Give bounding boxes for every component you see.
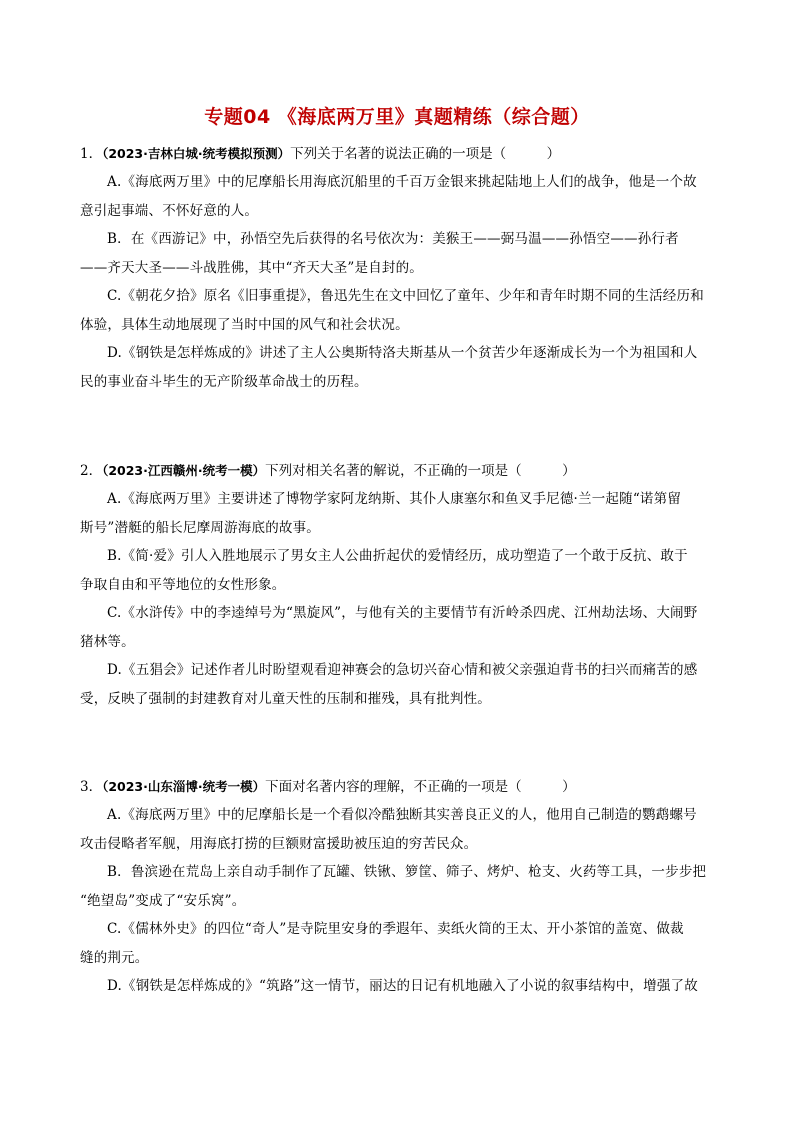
option-line: C.《朝花夕拾》原名《旧事重提》，鲁迅先生在文中回忆了童年、少年和青年时期不同的生活经历和 [107,288,704,304]
question-stem: 下列关于名著的说法正确的一项是（ ） [290,146,561,162]
question-1 [80,140,720,396]
option-line: 受，反映了强制的封建教育对儿童天性的压制和摧残，具有批判性。 [80,690,491,707]
question-number: 1． [80,146,103,162]
option-d [80,972,720,1001]
option-d [80,656,720,713]
question-header [80,773,720,801]
option-line: 意引起事端、不怀好意的人。 [80,202,259,219]
question-stem: 下面对名著内容的理解，不正确的一项是（ ） [265,779,576,795]
option-line: 斯号”潜艇的船长尼摩周游海底的故事。 [80,519,321,536]
question-stem: 下列对相关名著的解说，不正确的一项是（ ） [265,463,576,479]
option-line: 体验，具体生动地展现了当时中国的风气和社会状况。 [80,316,409,333]
option-line: D.《钢铁是怎样炼成的》讲述了主人公奥斯特洛夫斯基从一个贫苦少年逐渐成长为一个为祖国和人 [107,345,698,361]
option-line: B.《简·爱》引人入胜地展示了男女主人公曲折起伏的爱情经历，成功塑造了一个敢于反抗、敢于 [107,548,688,564]
option-c [80,599,720,656]
option-line: A.《海底两万里》中的尼摩船长用海底沉船里的千百万金银来挑起陆地上人们的战争，他是一个故 [107,174,697,190]
option-line: C.《儒林外史》的四位“奇人”是寺院里安身的季遐年、卖纸火筒的王太、开小茶馆的盖宽、做裁 [107,921,684,937]
option-line: 缝的荆元。 [80,949,149,966]
question-source: （2023·吉林白城·统考模拟预测） [102,146,291,161]
question-3 [80,773,720,1001]
option-line: “绝望岛”变成了“安乐窝”。 [80,892,246,909]
option-a [80,168,720,225]
option-b [80,858,720,915]
option-line: 猪林等。 [80,633,135,650]
page-title: 专题04 《海底两万里》真题精练（综合题） [204,106,590,128]
option-line: 攻击侵略者军舰，用海底打捞的巨额财富援助被压迫的穷苦民众。 [80,835,478,852]
question-header [80,140,720,168]
option-c [80,282,720,339]
question-number: 3． [80,779,103,795]
option-b [80,542,720,599]
option-line: B．鲁滨逊在荒岛上亲自动手制作了瓦罐、铁锹、箩筐、筛子、烤炉、枪支、火药等工具，一步步把 [107,864,707,880]
option-line: C.《水浒传》中的李逵绰号为“黑旋风”，与他有关的主要情节有沂岭杀四虎、江州劫法场、大闹野 [107,605,698,621]
option-b [80,225,720,282]
question-source: （2023·江西赣州·统考一模） [102,463,266,478]
question-number: 2． [80,463,103,479]
question-2 [80,457,720,713]
option-d [80,339,720,396]
option-line: B．在《西游记》中，孙悟空先后获得的名号依次为：美猴王——弼马温——孙悟空——孙行者 [107,231,679,247]
option-line: D.《五猖会》记述作者儿时盼望观看迎神赛会的急切兴奋心情和被父亲强迫背书的扫兴而痛苦的感 [107,662,698,678]
option-line: 民的事业奋斗毕生的无产阶级革命战士的历程。 [80,373,368,390]
option-line: A.《海底两万里》主要讲述了博物学家阿龙纳斯、其仆人康塞尔和鱼叉手尼德·兰一起随“诺第留 [107,491,682,507]
option-line: 争取自由和平等地位的女性形象。 [80,576,286,593]
option-c [80,915,720,972]
question-header [80,457,720,485]
question-source: （2023·山东淄博·统考一模） [102,779,266,794]
option-line: ——齐天大圣——斗战胜佛，其中“齐天大圣”是自封的。 [80,259,424,276]
option-line: D.《钢铁是怎样炼成的》“筑路”这一情节，丽达的日记有机地融入了小说的叙事结构中，增强了故 [107,978,698,994]
option-a [80,485,720,542]
option-line: A.《海底两万里》中的尼摩船长是一个看似冷酷独断其实善良正义的人，他用自己制造的鹦鹉螺号 [107,807,697,823]
option-a [80,801,720,858]
